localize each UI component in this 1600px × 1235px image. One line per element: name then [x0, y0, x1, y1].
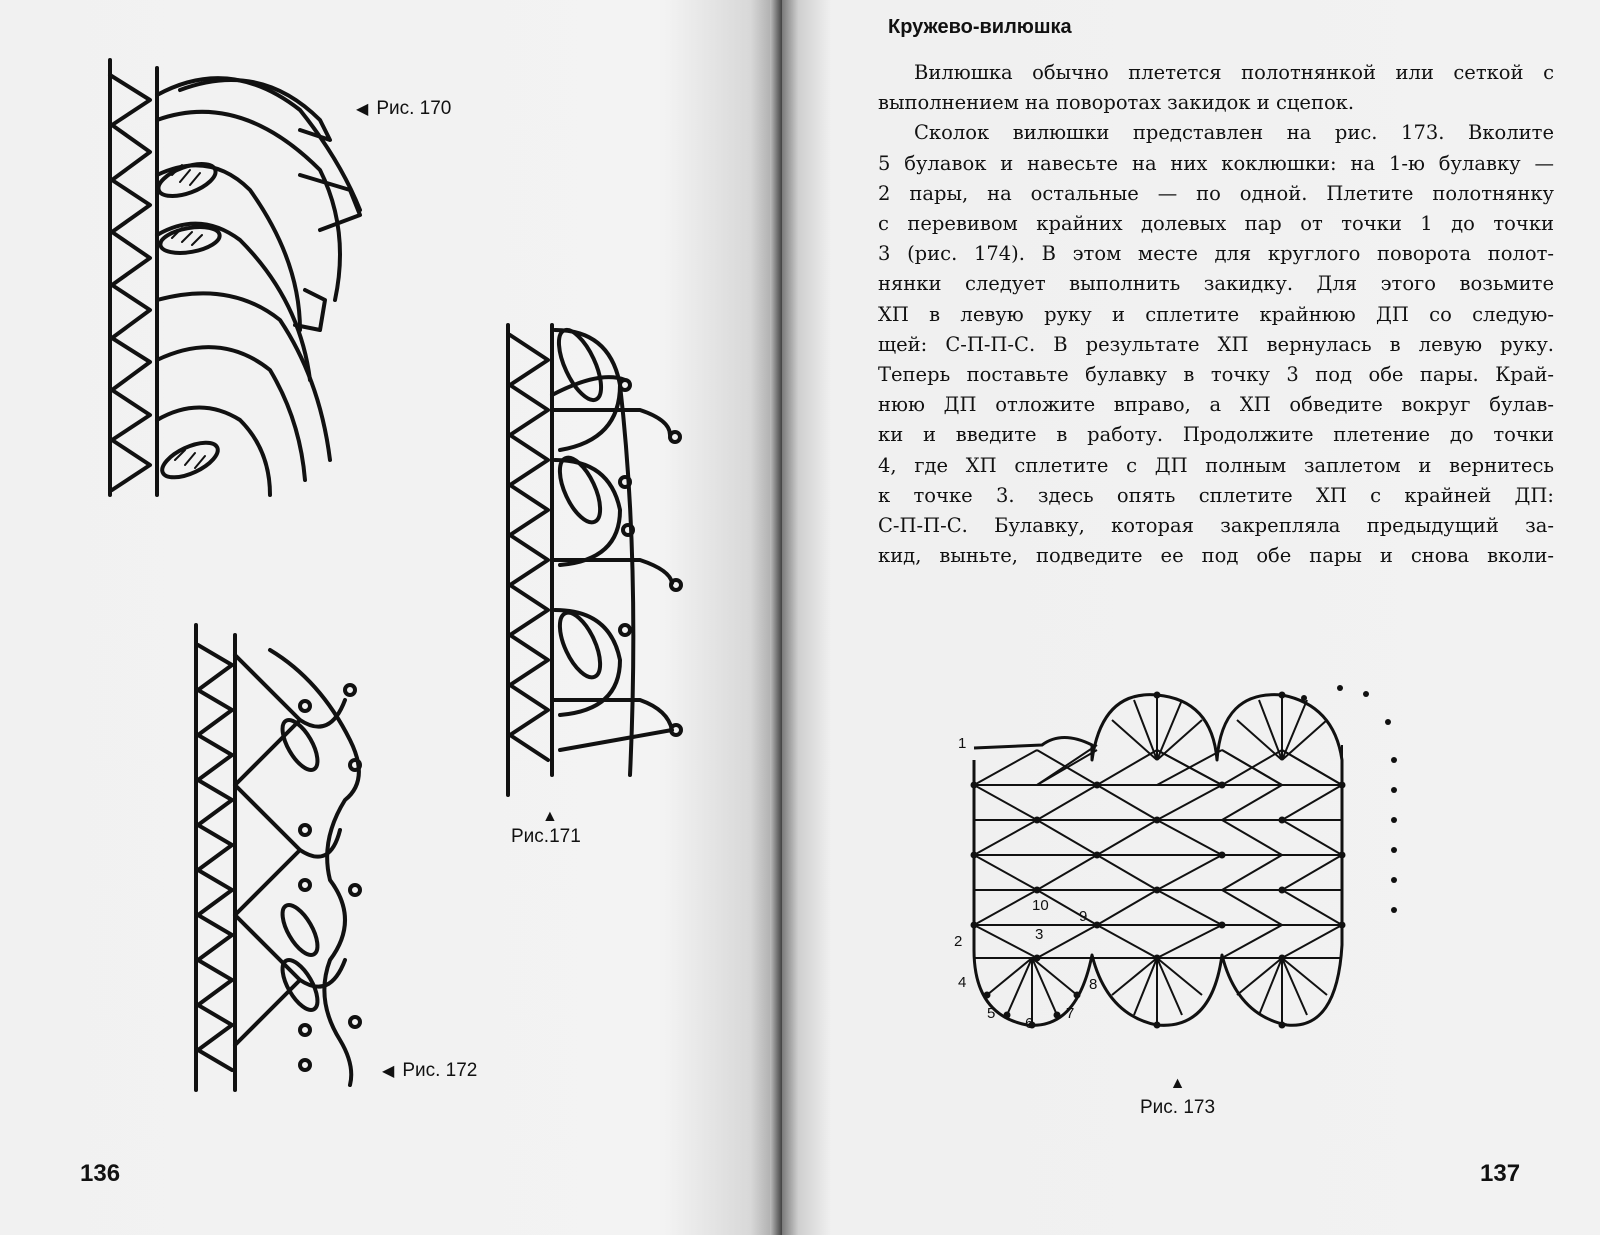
lace-figures-left [0, 0, 782, 1235]
figure-171-drawing [508, 324, 681, 795]
text-line: кид, выньте, подведите ее под обе пары и снова вколи- [878, 544, 1554, 568]
text-line: Вилюшка обычно плетется полотнянкой или сеткой с [914, 61, 1554, 84]
text-line: С-П-П-С. Булавку, которая закрепляла предыдущий за- [878, 514, 1554, 538]
point-label: 3 [1035, 926, 1044, 943]
point-label: 5 [987, 1005, 996, 1022]
text-line: 3 (рис. 174). В этом месте для круглого поворота полот- [878, 242, 1554, 266]
text-line: ки и введите в работу. Продолжите плетение до точки [878, 423, 1554, 447]
page-number-left: 136 [80, 1160, 121, 1187]
point-label: 2 [954, 933, 963, 950]
point-label: 9 [1079, 908, 1088, 925]
figure-170-drawing [110, 60, 360, 495]
text-line: 2 пары, на остальные — по одной. Плетите полотнянку [878, 181, 1554, 205]
text-line: ХП в левую руку и сплетите крайнюю ДП со следую- [878, 302, 1554, 326]
up-pointer-icon: ▲ [541, 808, 558, 825]
up-pointer-icon: ▲ [1169, 1075, 1186, 1092]
point-label: 1 [958, 735, 967, 752]
point-label: 10 [1032, 897, 1049, 914]
right-page [782, 0, 1600, 1235]
text-line: к точке 3. здесь опять сплетите ХП с крайней ДП: [878, 483, 1554, 507]
text-line: нянки следует выполнить закидку. Для этого возьмите [878, 272, 1554, 296]
point-label: 8 [1089, 976, 1098, 993]
point-label: 7 [1066, 1005, 1075, 1022]
text-line: нюю ДП отложите вправо, а ХП обведите вокруг булав- [878, 393, 1554, 417]
left-page [0, 0, 782, 1235]
section-heading: Кружево-вилюшка [888, 16, 1072, 38]
text-line: Сколок вилюшки представлен на рис. 173. Вколите [914, 121, 1554, 145]
figure-173-diagram [782, 0, 1600, 1235]
figure-173-caption: ▲ Рис. 173 [1140, 1075, 1216, 1118]
text-line: 4, где ХП сплетите с ДП полным заплетом и вернитесь [878, 453, 1554, 477]
point-label: 4 [958, 974, 967, 991]
text-line: Теперь поставьте булавку в точку 3 под обе пары. Край- [878, 363, 1554, 387]
continuation-dots [1301, 685, 1397, 913]
text-line: 5 булавок и навесьте на них коклюшки: на 1-ю булавку — [878, 151, 1554, 175]
text-line: щей: С-П-П-С. В результате ХП вернулась в левую руку. [878, 332, 1554, 356]
point-label: 6 [1025, 1015, 1034, 1032]
page-number-right: 137 [1480, 1160, 1521, 1187]
figure-172-drawing [196, 625, 360, 1090]
left-pointer-icon: ◀ [382, 1063, 395, 1080]
figure-171-caption: ▲ Рис.171 [511, 808, 581, 847]
figure-170-caption: ◀ Рис. 170 [356, 98, 452, 119]
text-line: выполнением на поворотах закидок и сцепок. [878, 91, 1355, 115]
figure-172-caption: ◀ Рис. 172 [382, 1060, 478, 1081]
left-pointer-icon: ◀ [356, 101, 369, 118]
text-line: с перевивом крайних долевых пар от точки 1 до точки [878, 212, 1554, 236]
